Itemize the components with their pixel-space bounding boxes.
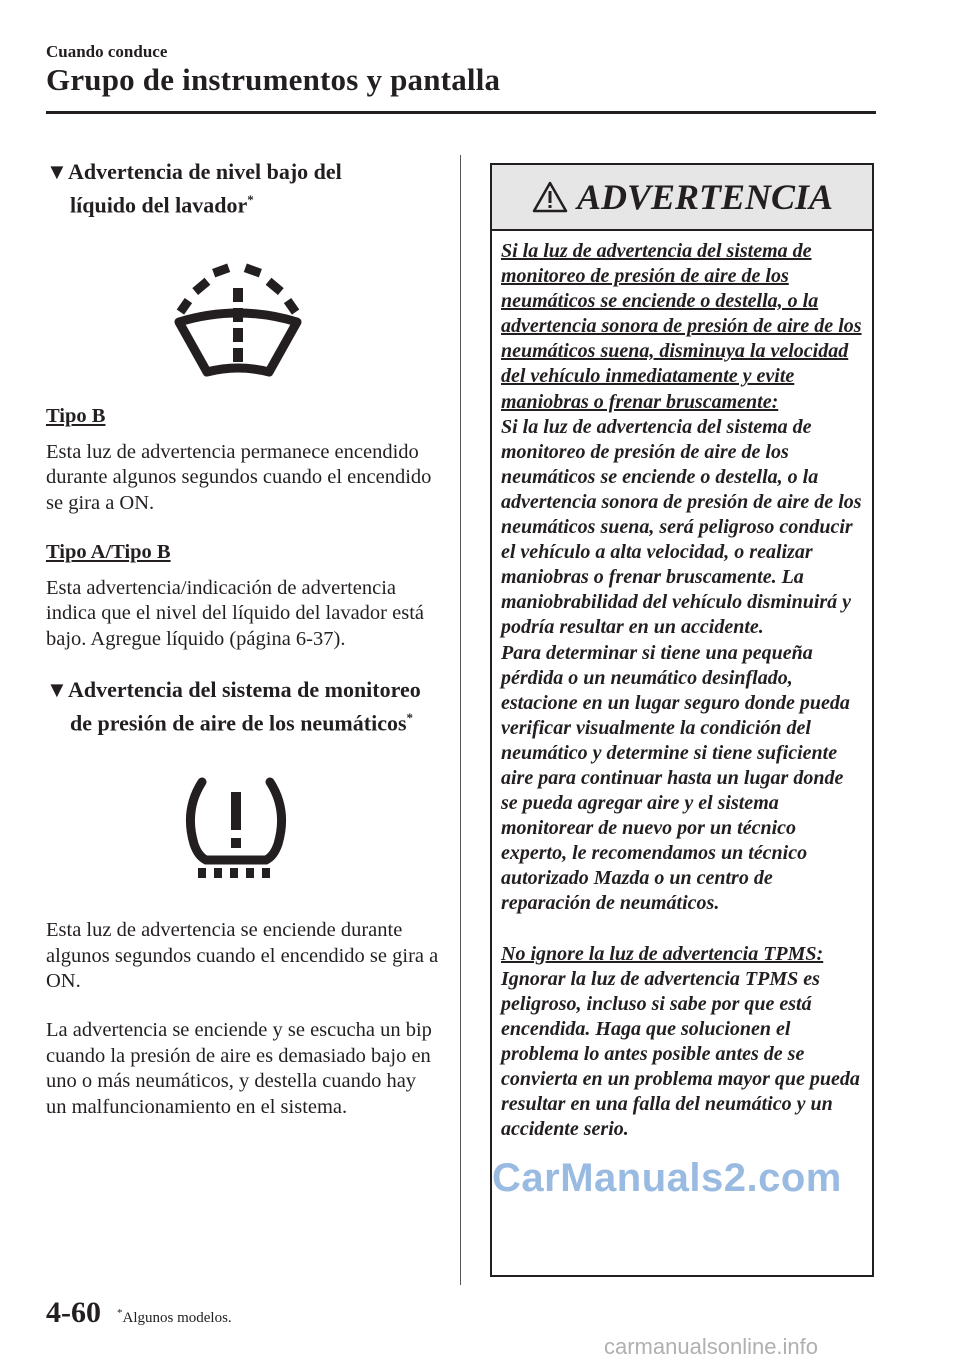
washer-fluid-icon (165, 254, 311, 382)
warning-triangle-icon (531, 180, 569, 214)
warning-text-2: Para determinar si tiene una pequeña pérdida o un neumático desinflado, estacione en un lugar seguro donde pueda verificar visualmente la condición del neumático y determine si tiene suficiente aire para continuar hasta un lugar donde se pueda agregar aire y el sistema monitorear de nuevo por un técnico experto, le recomendamos un técnico autorizado Mazda o un centro de reparación de neumáticos. (501, 641, 850, 915)
footnote (117, 1307, 232, 1327)
chapter-label: Cuando conduce (46, 42, 168, 61)
asterisk-mark: * (247, 192, 254, 207)
warning-title: ADVERTENCIA (576, 177, 834, 217)
warning-header (492, 165, 872, 231)
tpms-paragraph-2: La advertencia se enciende y se escucha un bip cuando la presión de aire es demasiado bajo en uno o más neumáticos, y destella cuando hay un malfuncionamiento en el sistema. (46, 1019, 432, 1118)
footnote-text: Algunos modelos. (122, 1310, 232, 1326)
column-divider (460, 155, 461, 1285)
tipo-ab-block (46, 540, 441, 652)
warning-text-3: Ignorar la luz de advertencia TPMS es peligroso, incluso si sabe por que está encendida. Haga que solucionen el problema lo antes posible antes de se convierta en un problema mayor que pueda resultar en una falla del neumático y un accidente serio. (501, 967, 860, 1141)
heading-line: de presión de aire de los neumáticos (70, 710, 407, 736)
asterisk-mark: * (406, 710, 414, 725)
tipo-ab-text: Esta advertencia/indicación de advertencia indica que el nivel del líquido del lavador está bajo. Agregue líquido (página 6-37). (46, 576, 424, 650)
watermark: CarManuals2.com (492, 1156, 842, 1200)
warning-underlined-1: Si la luz de advertencia del sistema de monitoreo de presión de aire de los neumáticos se enciende o destella, o la advertencia sonora de presión de aire de los neumáticos suena, disminuya la velocidad del vehículo inmediatamente y evite maniobras o frenar bruscamente: (501, 240, 862, 413)
warning-box (490, 163, 874, 1277)
heading-line: Advertencia del sistema de monitoreo (68, 677, 421, 702)
warning-body (492, 231, 872, 1142)
tipo-b-block (46, 404, 441, 516)
tipo-b-text: Esta luz de advertencia permanece encendido durante algunos segundos cuando el encendido se gira a ON. (46, 440, 432, 514)
warning-text-1: Si la luz de advertencia del sistema de monitoreo de presión de aire de los neumáticos se enciende o destella, o la advertencia sonora de presión de aire de los neumáticos suena, será peligroso conducir el vehículo a alta velocidad, o realizar maniobras o frenar bruscamente. La maniobrabilidad del vehículo disminuirá y podría resultar en un accidente. (501, 415, 862, 639)
heading-line: Advertencia de nivel bajo del (68, 159, 342, 184)
asterisk-mark: * (117, 1307, 123, 1319)
heading-tpms (46, 676, 446, 737)
tipo-b-label: Tipo B (46, 405, 106, 427)
heading-line: líquido del lavador (70, 192, 248, 218)
triangle-bullet-icon: ▼ (46, 677, 68, 702)
tire-pressure-icon (176, 772, 296, 882)
warning-underlined-2: No ignore la luz de advertencia TPMS: (501, 942, 824, 965)
site-watermark: carmanualsonline.info (604, 1334, 819, 1359)
header-rule (46, 111, 876, 114)
page-title: Grupo de instrumentos y pantalla (46, 62, 501, 97)
page-number: 4-60 (46, 1296, 101, 1329)
triangle-bullet-icon: ▼ (46, 159, 68, 184)
heading-washer-fluid (46, 158, 446, 219)
tpms-paragraph-1: Esta luz de advertencia se enciende durante algunos segundos cuando el encendido se gira a ON. (46, 919, 439, 992)
tipo-ab-label: Tipo A/Tipo B (46, 541, 171, 563)
